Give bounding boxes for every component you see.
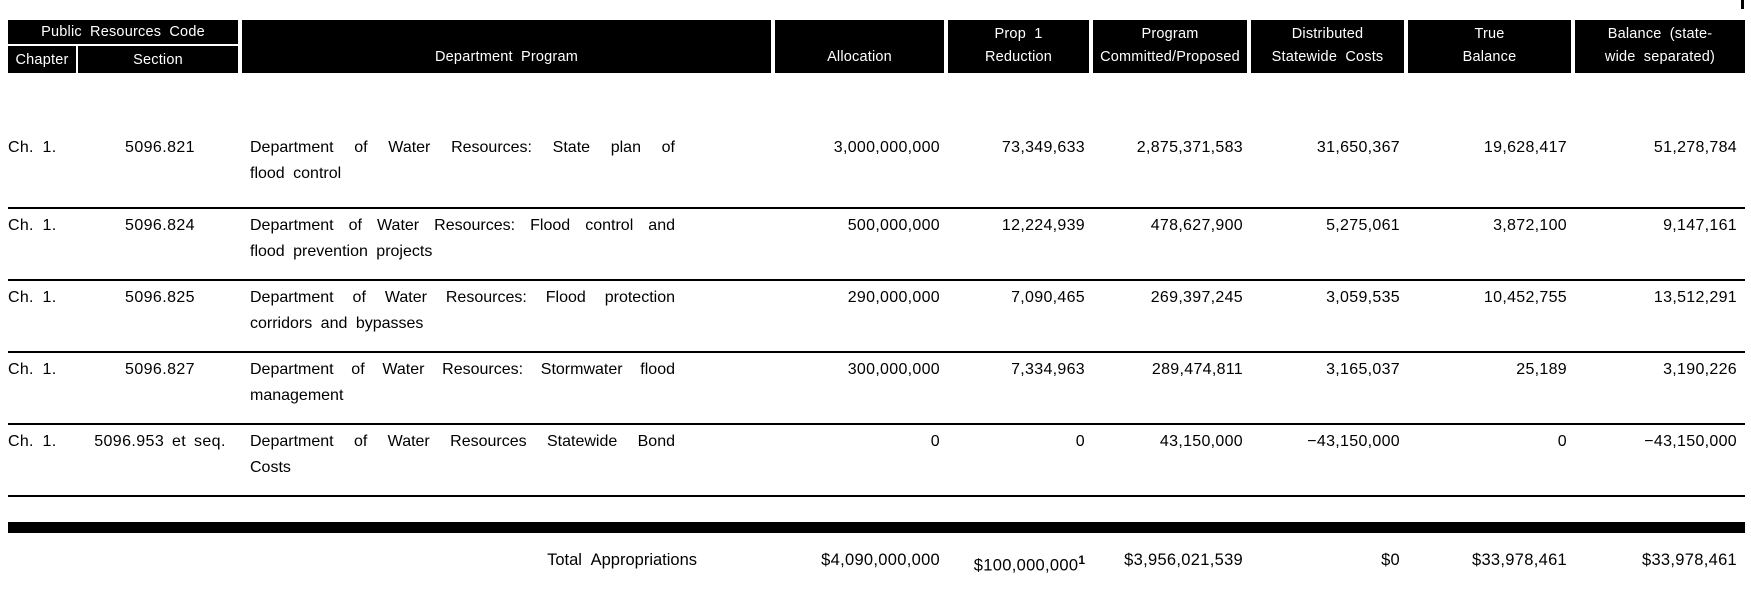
- program-line2: corridors and bypasses: [250, 315, 424, 332]
- cell-program-committed: 43,150,000: [1093, 424, 1251, 496]
- cell-prop1-reduction: 0: [948, 424, 1093, 496]
- cell-chapter: Ch. 1.: [8, 352, 78, 424]
- program-line1: Department of Water Resources: Flood control and: [250, 217, 675, 234]
- table-row: [8, 424, 1745, 496]
- cell-section: 5096.824: [78, 208, 242, 280]
- program-line1: Department of Water Resources: Stormwater flood: [250, 361, 675, 378]
- cell-section: 5096.827: [78, 352, 242, 424]
- cell-distributed-costs: 5,275,061: [1251, 208, 1408, 280]
- total-program-committed: $3,956,021,539: [1124, 551, 1244, 569]
- program-line1: Department of Water Resources: State plan of: [250, 139, 675, 156]
- program-line2: management: [250, 387, 344, 404]
- program-line1: Department of Water Resources: Flood protection: [250, 289, 675, 306]
- cell-program-committed: 478,627,900: [1093, 208, 1251, 280]
- cell-prop1-reduction: 7,334,963: [948, 352, 1093, 424]
- header-section: Section: [133, 51, 183, 68]
- totals-divider-bar: [8, 522, 1745, 533]
- appropriations-table: [8, 73, 1745, 497]
- cell-chapter: Ch. 1.: [8, 424, 78, 496]
- cell-program: [242, 73, 775, 208]
- table-row: [8, 73, 1745, 208]
- cell-true-balance: 10,452,755: [1408, 280, 1575, 352]
- cell-program-committed: 269,397,245: [1093, 280, 1251, 352]
- total-distributed-costs: $0: [1381, 551, 1401, 569]
- total-balance: $33,978,461: [1641, 551, 1738, 569]
- cell-section: 5096.825: [78, 280, 242, 352]
- cell-section: 5096.953 et seq.: [78, 424, 242, 496]
- cell-allocation: 3,000,000,000: [775, 73, 948, 208]
- program-line1: Department of Water Resources Statewide Bond: [250, 433, 675, 450]
- cell-program: [242, 208, 775, 280]
- cell-allocation: 0: [775, 424, 948, 496]
- cell-true-balance: 19,628,417: [1408, 73, 1575, 208]
- total-allocation: $4,090,000,000: [821, 551, 941, 569]
- header-true-balance: True Balance: [1408, 20, 1571, 73]
- program-line2: flood prevention projects: [250, 243, 433, 260]
- cell-prop1-reduction: 73,349,633: [948, 73, 1093, 208]
- cell-program: [242, 424, 775, 496]
- table-row: [8, 208, 1745, 280]
- page-corner-artifact: [1741, 0, 1744, 9]
- header-group-subrow: [8, 46, 238, 73]
- cell-true-balance: 0: [1408, 424, 1575, 496]
- cell-chapter: Ch. 1.: [8, 280, 78, 352]
- cell-distributed-costs: −43,150,000: [1251, 424, 1408, 496]
- footnote-marker: 1: [1078, 553, 1086, 567]
- header-allocation: Allocation: [775, 20, 944, 73]
- header-department-program: Department Program: [242, 20, 771, 73]
- cell-prop1-reduction: 12,224,939: [948, 208, 1093, 280]
- cell-distributed-costs: 3,059,535: [1251, 280, 1408, 352]
- cell-chapter: Ch. 1.: [8, 208, 78, 280]
- header-prop1-reduction: Prop 1 Reduction: [948, 20, 1089, 73]
- cell-prop1-reduction: 7,090,465: [948, 280, 1093, 352]
- cell-true-balance: 25,189: [1408, 352, 1575, 424]
- header-distributed-costs: Distributed Statewide Costs: [1251, 20, 1404, 73]
- cell-allocation: 500,000,000: [775, 208, 948, 280]
- cell-balance: 51,278,784: [1575, 73, 1745, 208]
- header-chapter: Chapter: [15, 51, 69, 68]
- cell-allocation: 300,000,000: [775, 352, 948, 424]
- cell-section: 5096.821: [78, 73, 242, 208]
- cell-program-committed: 2,875,371,583: [1093, 73, 1251, 208]
- cell-balance: −43,150,000: [1575, 424, 1745, 496]
- program-line2: flood control: [250, 165, 342, 182]
- cell-program: [242, 280, 775, 352]
- cell-true-balance: 3,872,100: [1408, 208, 1575, 280]
- header-group-title: Public Resources Code: [8, 20, 238, 46]
- total-prop1-value: $100,000,000: [973, 556, 1079, 575]
- total-prop1-reduction: [948, 540, 1093, 578]
- totals-row: [8, 540, 1745, 578]
- table-row-total: [8, 540, 1745, 578]
- cell-program: [242, 352, 775, 424]
- cell-balance: 9,147,161: [1575, 208, 1745, 280]
- total-true-balance: $33,978,461: [1471, 551, 1568, 569]
- cell-balance: 13,512,291: [1575, 280, 1745, 352]
- header-program-committed: Program Committed/Proposed: [1093, 20, 1247, 73]
- cell-program-committed: 289,474,811: [1093, 352, 1251, 424]
- total-label: Total Appropriations: [547, 551, 698, 569]
- cell-distributed-costs: 31,650,367: [1251, 73, 1408, 208]
- cell-chapter: Ch. 1.: [8, 73, 78, 208]
- cell-allocation: 290,000,000: [775, 280, 948, 352]
- program-line2: Costs: [250, 459, 291, 476]
- header-public-resources-code-group: [8, 20, 238, 73]
- table-row: [8, 280, 1745, 352]
- cell-balance: 3,190,226: [1575, 352, 1745, 424]
- cell-distributed-costs: 3,165,037: [1251, 352, 1408, 424]
- table-header: [8, 20, 1745, 73]
- header-balance-separated: Balance (state- wide separated): [1575, 20, 1745, 73]
- table-row: [8, 352, 1745, 424]
